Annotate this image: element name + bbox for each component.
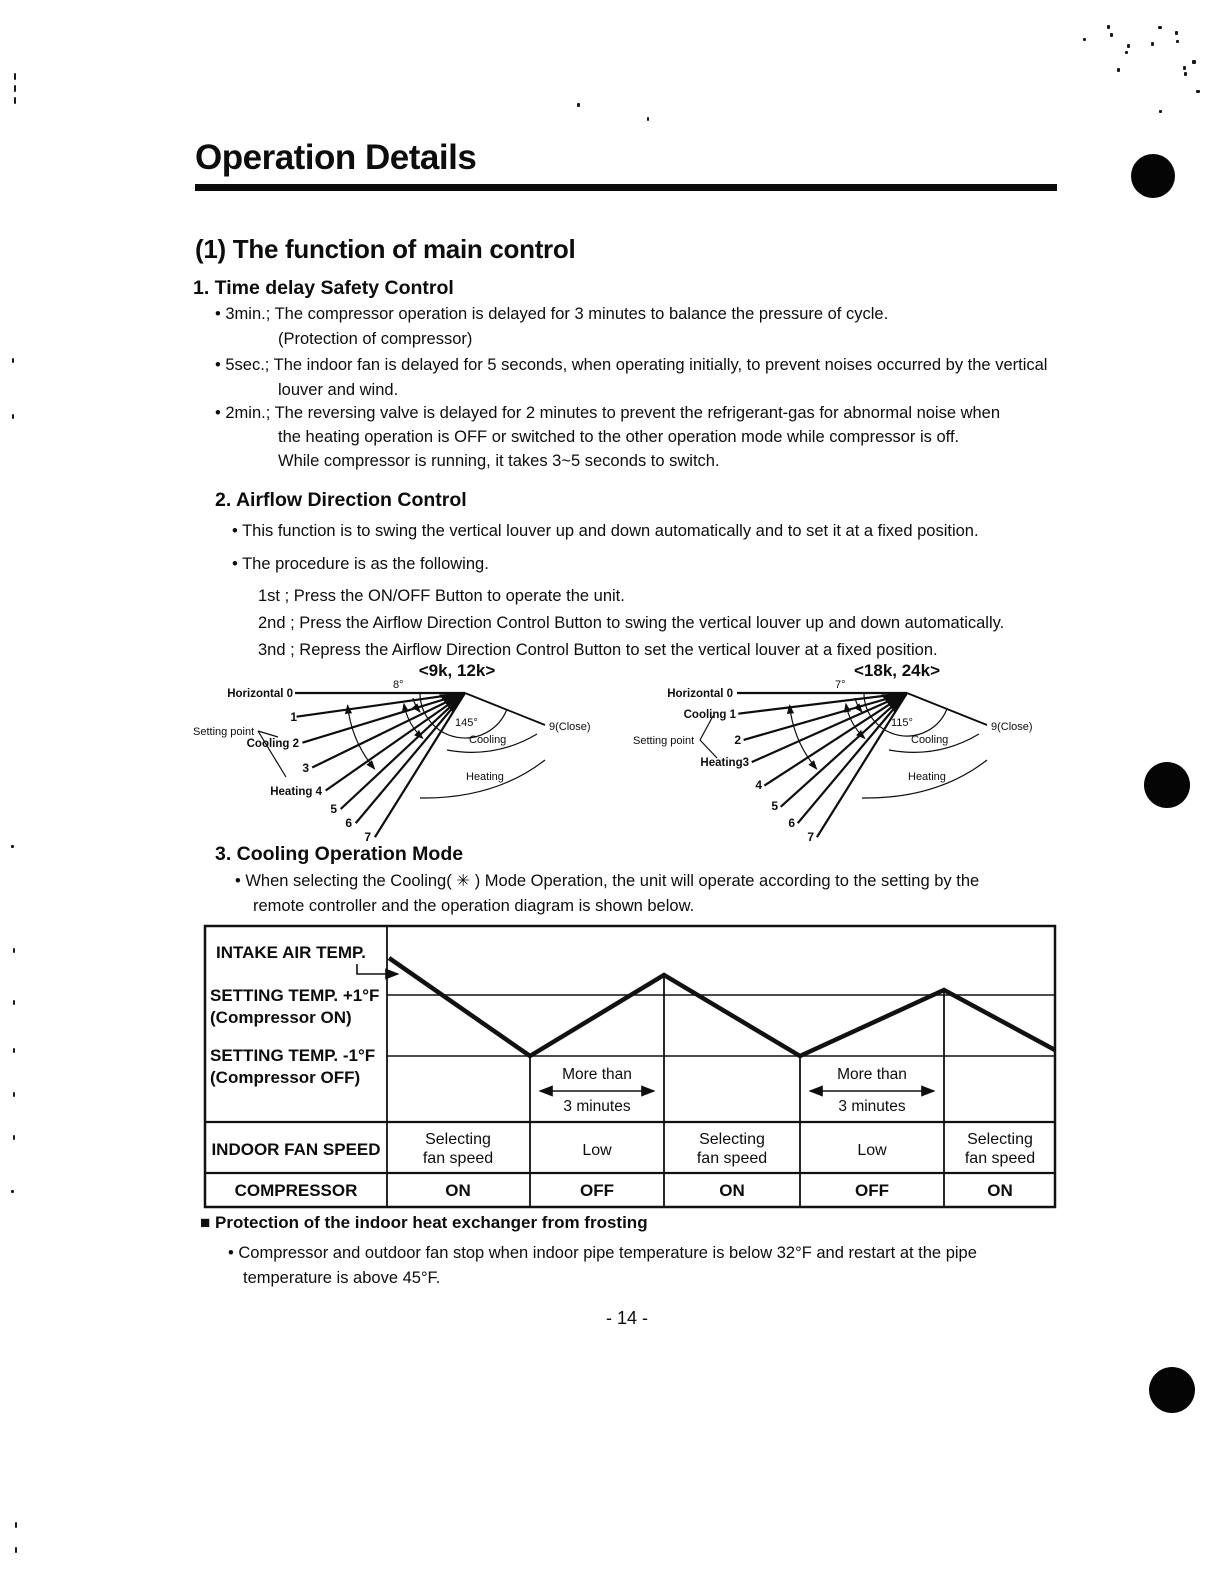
body-line: (Protection of compressor) xyxy=(278,330,473,348)
body-line: • 3min.; The compressor operation is delayed for 3 minutes to balance the pressure of cycle. xyxy=(215,305,889,323)
scan-speckle xyxy=(1107,25,1110,29)
fan-cell: Selecting xyxy=(699,1131,765,1148)
scan-speckle xyxy=(1183,66,1186,70)
heading-airflow: 2. Airflow Direction Control xyxy=(215,489,467,511)
scan-speckle xyxy=(13,1092,15,1097)
scan-speckle xyxy=(1175,31,1178,35)
compressor-cell: ON xyxy=(445,1181,471,1200)
setting-temp-plus-label: SETTING TEMP. +1°F xyxy=(210,986,380,1005)
position-label: 5 xyxy=(330,802,337,816)
position-label: Cooling 2 xyxy=(246,738,299,750)
body-line: • The procedure is as the following. xyxy=(232,555,489,573)
compressor-on-label: (Compressor ON) xyxy=(210,1008,352,1027)
scan-speckle xyxy=(15,1522,17,1528)
position-label: 4 xyxy=(755,778,762,792)
heating-arc-label: Heating xyxy=(908,771,946,783)
cooling-arc-label: Cooling xyxy=(469,734,507,746)
cooling-arc-label: Cooling xyxy=(911,734,949,746)
scan-speckle xyxy=(1110,33,1113,37)
scan-speckle xyxy=(1083,38,1086,41)
position-label: Heating 4 xyxy=(270,786,322,798)
three-minutes-label: 3 minutes xyxy=(563,1098,631,1115)
compressor-cell: ON xyxy=(987,1181,1013,1200)
scan-speckle xyxy=(1159,110,1162,113)
louver-diagram-9k-12k xyxy=(185,658,615,844)
scan-speckle xyxy=(12,414,14,419)
scan-speckle xyxy=(1192,60,1196,64)
fan-cell: Selecting xyxy=(967,1131,1033,1148)
heading-protection: ■ Protection of the indoor heat exchanger from frosting xyxy=(200,1213,648,1232)
heating-arc-label: Heating xyxy=(466,771,504,783)
setting-point-label: Setting point xyxy=(193,726,255,738)
title-underline xyxy=(195,184,1057,191)
scan-speckle xyxy=(13,1048,15,1053)
setting-temp-minus-label: SETTING TEMP. -1°F xyxy=(210,1046,376,1065)
position-label: Heating3 xyxy=(700,757,749,769)
page-title: Operation Details xyxy=(195,138,477,177)
section-heading: (1) The function of main control xyxy=(195,234,576,264)
scan-speckle xyxy=(577,103,580,107)
step-angle-label: 8° xyxy=(393,679,404,691)
heading-cooling-mode: 3. Cooling Operation Mode xyxy=(215,843,464,865)
scan-hole-dot xyxy=(1131,154,1175,198)
body-line: • When selecting the Cooling( ✳ ) Mode Operation, the unit will operate according to the setting by the xyxy=(235,872,980,890)
scan-speckle xyxy=(1158,26,1162,29)
scan-speckle xyxy=(14,85,16,92)
body-line: 1st ; Press the ON/OFF Button to operate the unit. xyxy=(258,587,625,605)
setting-point-label: Setting point xyxy=(633,735,695,747)
position-label: 7 xyxy=(364,830,371,844)
scan-hole-dot xyxy=(1144,762,1190,808)
scan-speckle xyxy=(14,73,16,80)
fan-speed-row-header: INDOOR FAN SPEED xyxy=(211,1140,381,1159)
body-line: temperature is above 45°F. xyxy=(243,1269,441,1287)
body-line: 2nd ; Press the Airflow Direction Control Button to swing the vertical louver up and down automatically. xyxy=(258,614,1005,632)
heading-time-delay: 1. Time delay Safety Control xyxy=(193,277,454,299)
compressor-cell: ON xyxy=(719,1181,745,1200)
body-line: While compressor is running, it takes 3~5 seconds to switch. xyxy=(278,452,720,470)
scan-speckle xyxy=(11,1190,14,1193)
body-line: • This function is to swing the vertical louver up and down automatically and to set it at a fixed position. xyxy=(232,522,979,540)
position-label: 5 xyxy=(771,799,778,813)
cooling-operation-diagram xyxy=(202,920,1058,1212)
more-than-label: More than xyxy=(562,1066,632,1083)
close-angle-label: 145° xyxy=(455,717,478,729)
scan-speckle xyxy=(13,948,15,953)
scan-speckle xyxy=(1184,72,1187,76)
fan-cell: Selecting xyxy=(425,1131,491,1148)
compressor-off-label: (Compressor OFF) xyxy=(210,1068,361,1087)
position-label: 6 xyxy=(788,816,795,830)
diagram-title: <9k, 12k> xyxy=(418,661,496,680)
body-line: remote controller and the operation diagram is shown below. xyxy=(253,897,695,915)
compressor-cell: OFF xyxy=(855,1181,889,1200)
compressor-cell: OFF xyxy=(580,1181,614,1200)
position-label: 1 xyxy=(290,710,297,724)
louver-diagram-18k-24k xyxy=(625,658,1065,844)
scan-speckle xyxy=(1117,68,1120,72)
page-number: - 14 - xyxy=(605,1308,648,1328)
body-line: louver and wind. xyxy=(278,381,399,399)
horizontal-label: Horizontal 0 xyxy=(227,688,293,700)
scan-speckle xyxy=(11,845,14,848)
fan-cell: fan speed xyxy=(696,1150,768,1167)
position-label: 2 xyxy=(734,733,741,747)
intake-air-temp-label: INTAKE AIR TEMP. xyxy=(216,943,366,962)
close-angle-label: 115° xyxy=(891,717,913,729)
position-label: 6 xyxy=(345,816,352,830)
position-label: 7 xyxy=(807,830,814,844)
scan-speckle xyxy=(1176,40,1179,43)
three-minutes-label: 3 minutes xyxy=(838,1098,906,1115)
scan-speckle xyxy=(14,97,16,104)
scan-speckle xyxy=(13,1000,15,1005)
compressor-row-header: COMPRESSOR xyxy=(234,1181,358,1200)
body-line: • Compressor and outdoor fan stop when indoor pipe temperature is below 32°F and restart at the pipe xyxy=(228,1244,977,1262)
intake-temp-waveform xyxy=(389,958,1055,1056)
scan-speckle xyxy=(1125,51,1128,54)
scan-speckle xyxy=(1151,42,1154,46)
position-label: 3 xyxy=(302,761,309,775)
scan-speckle xyxy=(12,358,14,363)
step-angle-label: 7° xyxy=(835,679,846,691)
scan-hole-dot xyxy=(1149,1367,1195,1413)
fan-cell: fan speed xyxy=(964,1150,1036,1167)
body-line: • 2min.; The reversing valve is delayed for 2 minutes to prevent the refrigerant-gas for abnormal noise when xyxy=(215,404,1001,422)
more-than-label: More than xyxy=(837,1066,907,1083)
close-label: 9(Close) xyxy=(549,721,591,733)
fan-cell: fan speed xyxy=(422,1150,494,1167)
body-line: • 5sec.; The indoor fan is delayed for 5 seconds, when operating initially, to prevent noises occurred by the vertical xyxy=(215,356,1048,374)
fan-cell: Low xyxy=(857,1142,887,1159)
scan-speckle xyxy=(13,1135,15,1140)
intake-pointer-arrow xyxy=(357,964,398,974)
horizontal-label: Horizontal 0 xyxy=(667,688,733,700)
position-label: Cooling 1 xyxy=(683,709,736,721)
fan-cell: Low xyxy=(582,1142,612,1159)
diagram-title: <18k, 24k> xyxy=(853,661,941,680)
scan-speckle xyxy=(15,1547,17,1553)
scan-speckle xyxy=(1127,44,1130,48)
scan-speckle xyxy=(647,117,649,121)
close-label: 9(Close) xyxy=(991,721,1033,733)
scan-speckle xyxy=(1196,90,1200,93)
body-line: the heating operation is OFF or switched to the other operation mode while compressor is off. xyxy=(278,428,960,446)
body-line: 3nd ; Repress the Airflow Direction Control Button to set the vertical louver at a fixed position. xyxy=(258,641,938,659)
